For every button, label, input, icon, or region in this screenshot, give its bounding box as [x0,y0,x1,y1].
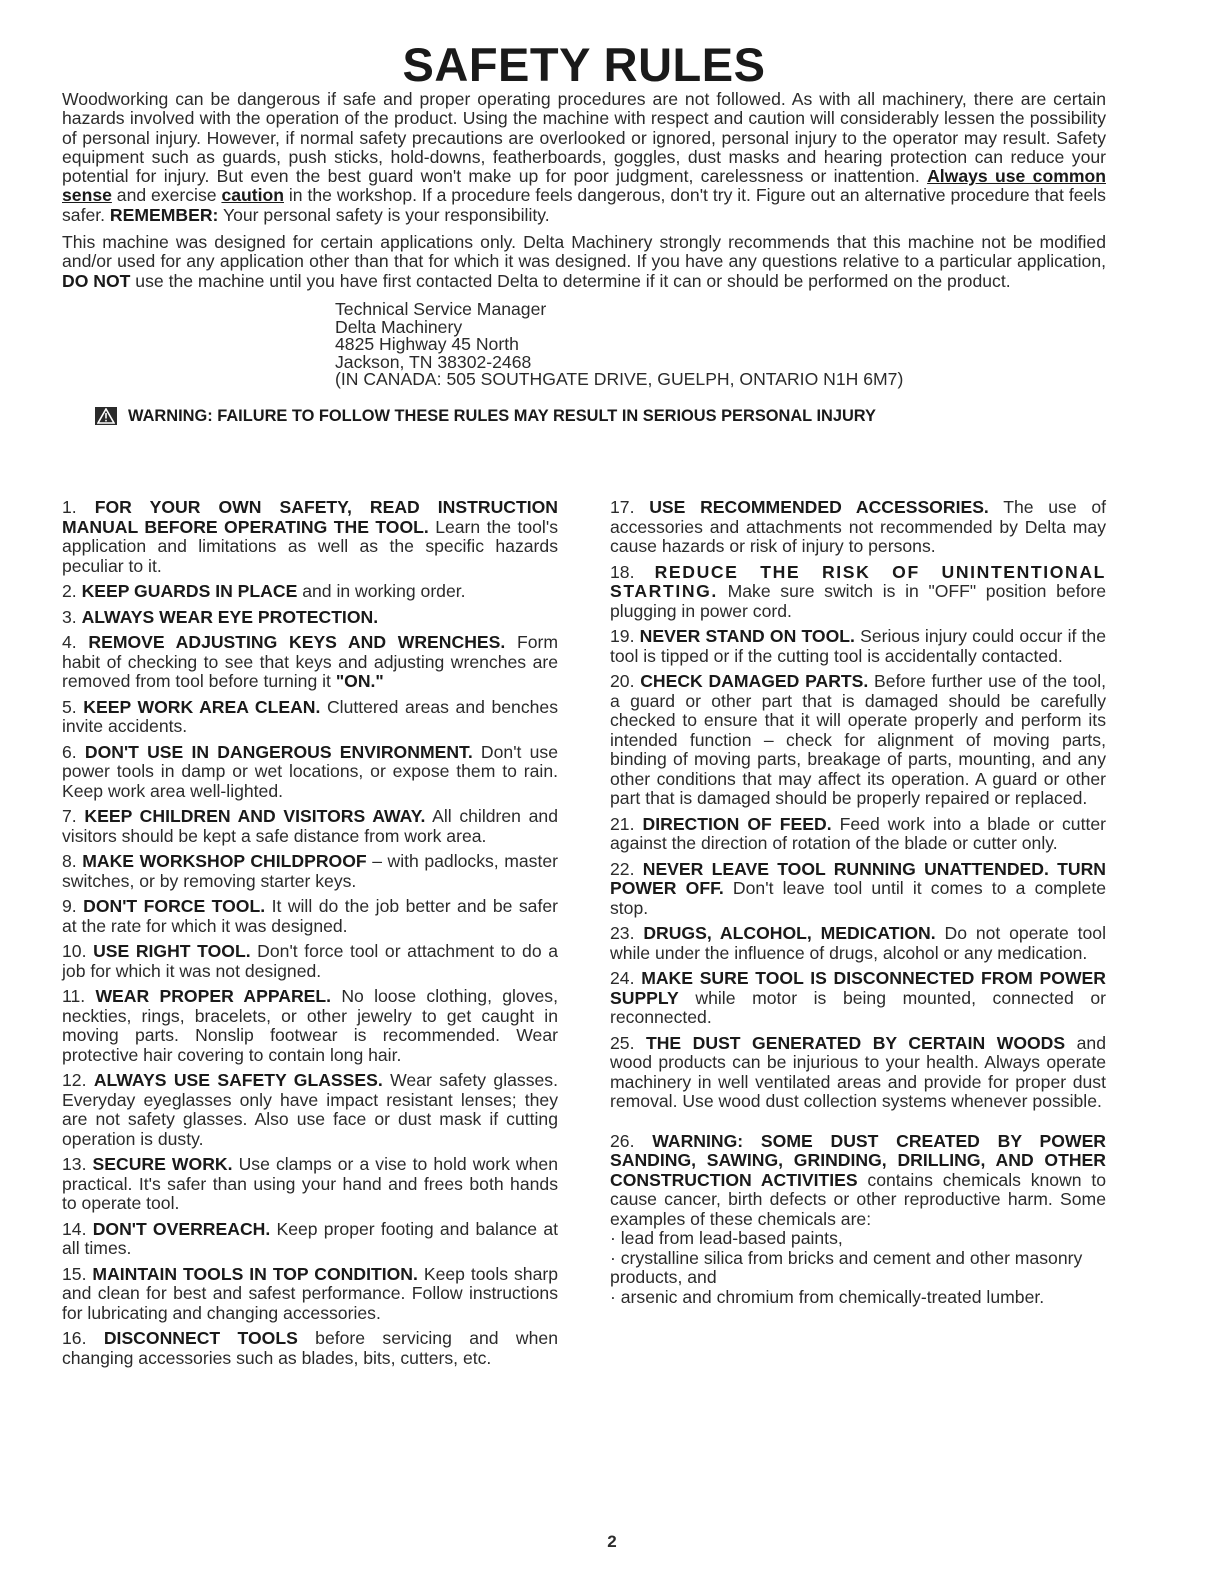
rule-number: 16. [62,1328,87,1348]
rule-text: Use clamps or a vise to hold work when practical. It's safer than using your hand and frees both hands to operate tool. [62,1154,558,1213]
rule-heading: MAINTAIN TOOLS IN TOP CONDITION. [92,1263,418,1284]
chemical-list-item: · crystalline silica from bricks and cement and other masonry products, and [610,1247,1083,1287]
intro-text: in the workshop. If a procedure feels dangerous, don't try it. Figure out an alternative procedure that feels safer. [62,185,1106,225]
caution-emphasis: caution [221,185,284,206]
rule-text: Keep tools sharp and clean for best and safest performance. Follow instructions for lubricating and changing accessories. [62,1263,558,1323]
safety-rule [62,633,558,692]
page-title: SAFETY RULES [402,38,766,91]
address-line: Technical Service Manager [335,298,547,319]
page-number: 2 [607,1532,617,1551]
rule-heading: ALWAYS USE SAFETY GLASSES. [93,1070,383,1090]
rule-heading: USE RECOMMENDED ACCESSORIES. [649,497,989,517]
rule-text: Learn the tool's application and limitations as well as the specific hazards peculiar to it. [62,516,558,576]
rule-number: 24. [610,968,635,988]
rule-heading: DIRECTION OF FEED. [642,813,832,834]
rule-text: Don't force tool or attachment to do a job for which it was not designed. [62,941,558,981]
rule-number: 10. [62,941,87,961]
safety-rule [610,924,1106,963]
rule-number: 4. [62,632,77,652]
safety-rule [62,1220,558,1259]
rule-number: 26. [610,1130,635,1151]
safety-rule [62,498,558,576]
safety-rule [610,815,1106,854]
rule-text: Wear safety glasses. Everyday eyeglasses only have impact resistant lenses; they are not safety glasses. Also use face or dust mask if cutting operation is dusty. [62,1070,558,1149]
rule-text: The use of accessories and attachments not recommended by Delta may cause hazards or risk of injury to persons. [610,497,1106,556]
safety-rule [62,987,558,1065]
page-content [62,40,1106,426]
rule-text: Serious injury could occur if the tool is tipped or if the cutting tool is accidentally contacted. [610,626,1106,666]
intro-paragraph-1 [62,90,1106,225]
chemical-list-item: · arsenic and chromium from chemically-treated lumber. [610,1286,1045,1307]
safety-rule [62,897,558,936]
safety-rule [610,1132,1106,1230]
intro-text: and exercise [111,185,222,206]
warning-text: WARNING: FAILURE TO FOLLOW THESE RULES MAY RESULT IN SERIOUS PERSONAL INJURY [128,406,876,425]
rule-number: 9. [62,896,77,916]
rule-heading: KEEP WORK AREA CLEAN. [83,696,321,717]
rule-heading: REMOVE ADJUSTING KEYS AND WRENCHES. [88,632,506,652]
rule-heading: WARNING: SOME DUST CREATED BY POWER SANDING, SAWING, GRINDING, DRILLING, AND OTHER CONSTRUCTION ACTIVITIES [610,1130,1107,1190]
safety-rule [62,807,558,846]
rule-text: Make sure switch is in "OFF" position before plugging in power cord. [610,581,1106,621]
intro-paragraph-2 [62,233,1106,291]
rule-number: 11. [62,986,86,1006]
rule-number: 25. [610,1032,635,1053]
safety-rule [62,1155,558,1214]
safety-rule [62,852,558,891]
rules-right-column [610,498,1106,1374]
rule-number: 17. [610,497,635,517]
rule-text: Form habit of checking to see that keys and adjusting wrenches are removed from tool before turning it [62,632,558,691]
chemical-list-item: · lead from lead-based paints, [610,1228,843,1248]
rule-heading: USE RIGHT TOOL. [93,941,251,961]
safety-rule [610,860,1106,919]
rule-heading: CHECK DAMAGED PARTS. [640,671,869,691]
rule-heading: SECURE WORK. [92,1154,233,1174]
address-line: Delta Machinery [335,316,463,337]
contact-address [335,298,1106,390]
address-line: 4825 Highway 45 North [335,334,519,355]
safety-rule [62,1071,558,1149]
warning-banner [95,407,1106,426]
rule-text: Feed work into a blade or cutter against the direction of rotation of the blade or cutter only. [610,813,1106,853]
rule-text: Don't use power tools in damp or wet locations, or expose them to rain. Keep work area well-lighted. [62,741,558,801]
intro-text: use the machine until you have first contacted Delta to determine if it can or should be performed on the product. [130,270,1011,291]
rule-number: 18. [610,561,635,582]
warning-triangle-icon [95,407,117,425]
safety-rule [62,743,558,802]
safety-rule [62,608,558,628]
rules-left-column [62,498,558,1374]
rule-text: and in working order. [297,581,466,601]
address-line: Jackson, TN 38302-2468 [335,351,532,372]
rule-number: 6. [62,741,77,762]
rule-heading: REDUCE THE RISK OF UNINTENTIONAL STARTING. [610,561,1107,601]
rule-number: 13. [62,1154,87,1174]
safety-rule [610,1034,1106,1112]
rule-number: 19. [610,626,635,646]
intro-text: This machine was designed for certain applications only. Delta Machinery strongly recommends that this machine not be modified and/or used for any application other than that for which it was designed. If you have any questions relative to a particular application, [62,232,1106,272]
safety-rule [62,1265,558,1324]
rule-number: 22. [610,858,635,879]
rule-text: and wood products can be injurious to your health. Always operate machinery in well ventilated areas and provide for proper dust removal. Use wood dust collection systems whenever possible. [610,1032,1106,1111]
safety-rule [610,627,1106,666]
rule-number: 14. [62,1218,87,1239]
safety-rule [62,1329,558,1368]
safety-rule [610,498,1106,557]
rule-heading: NEVER LEAVE TOOL RUNNING UNATTENDED. TURN POWER OFF. [610,858,1106,898]
rule-number: 12. [62,1070,87,1090]
rule-heading: ALWAYS WEAR EYE PROTECTION. [81,606,379,627]
rule-text: It will do the job better and be safer at the rate for which it was designed. [62,896,559,936]
rule-number: 1. [62,497,77,517]
safety-rule [62,698,558,737]
address-line: (IN CANADA: 505 SOUTHGATE DRIVE, GUELPH, ONTARIO N1H 6M7) [335,369,904,390]
common-sense-emphasis: Always use common sense [62,166,1106,206]
spacer [610,1118,1106,1132]
rule-text: while motor is being mounted, connected or reconnected. [610,987,1106,1027]
rule-heading: MAKE WORKSHOP CHILDPROOF [82,851,367,871]
safety-rule [610,672,1106,809]
do-not-label: DO NOT [62,270,131,291]
rule-number: 21. [610,813,635,834]
rule-heading: DON'T USE IN DANGEROUS ENVIRONMENT. [84,741,473,762]
rule-heading: WEAR PROPER APPAREL. [95,986,332,1006]
intro-text: Woodworking can be dangerous if safe and proper operating procedures are not followed. As with all machinery, there are certain hazards involved with the operation of the product. Using the machine with respect and caution will considerably lessen the possibility of personal injury. However, if normal safety precautions are overlooked or ignored, personal injury to the operator may result. Safety equipment such as guards, push sticks, hold-downs, featherboards, goggles, dust masks and hearing protection can reduce your potential for injury. But even the best guard won't make up for poor judgment, carelessness or inattention. [62,89,1106,187]
rule-number: 2. [62,581,77,601]
rule-number: 23. [610,923,635,943]
rule-emphasis: "ON." [335,671,384,691]
rules-columns [62,498,1106,1374]
rule-heading: DISCONNECT TOOLS [103,1328,298,1348]
rule-text: Do not operate tool while under the influence of drugs, alcohol or any medication. [610,923,1106,963]
rule-text: Cluttered areas and benches invite accidents. [62,696,558,736]
remember-label: REMEMBER: [109,204,219,225]
rule-number: 15. [62,1263,87,1284]
rule-heading: THE DUST GENERATED BY CERTAIN WOODS [645,1032,1066,1053]
safety-rule [62,942,558,981]
rule-number: 7. [62,806,77,826]
intro-text: Your personal safety is your responsibility. [218,204,550,225]
rule-heading: DON'T OVERREACH. [92,1218,271,1239]
rule-heading: MAKE SURE TOOL IS DISCONNECTED FROM POWER SUPPLY [610,968,1106,1008]
rule-heading: DON'T FORCE TOOL. [83,896,266,916]
safety-rule [610,563,1106,622]
rule-number: 5. [62,696,77,717]
rule-text: No loose clothing, gloves, neckties, rings, bracelets, or other jewelry to get caught in moving parts. Nonslip footwear is recommended. Wear protective hair covering to contain long hair. [62,986,558,1065]
rule-text: contains chemicals known to cause cancer, birth defects or other reproductive harm. Some examples of these chemicals are: [610,1169,1106,1229]
rule-heading: KEEP GUARDS IN PLACE [81,581,298,601]
rule-text: Keep proper footing and balance at all times. [62,1218,558,1258]
rule-heading: KEEP CHILDREN AND VISITORS AWAY. [84,806,426,826]
rule-number: 3. [62,606,77,627]
rule-heading: FOR YOUR OWN SAFETY, READ INSTRUCTION MANUAL BEFORE OPERATING THE TOOL. [62,497,559,537]
safety-rule [62,582,558,602]
rule-heading: DRUGS, ALCOHOL, MEDICATION. [643,923,936,943]
rule-text: All children and visitors should be kept a safe distance from work area. [62,806,559,846]
rule-heading: NEVER STAND ON TOOL. [639,626,855,646]
rule-text: – with padlocks, master switches, or by removing starter keys. [62,851,558,891]
rule-number: 8. [62,851,77,871]
rule-text: before servicing and when changing accessories such as blades, bits, cutters, etc. [62,1328,558,1368]
rule-number: 20. [610,671,635,691]
safety-rule [610,969,1106,1028]
rule-text: Don't leave tool until it comes to a complete stop. [610,878,1106,918]
rule-text: Before further use of the tool, a guard or other part that is damaged should be carefully checked to ensure that it will operate properly and perform its intended function – check for alignment of moving parts, binding of moving parts, breakage of parts, mounting, and any other conditions that may affect its operation. A guard or other part that is damaged should be properly repaired or replaced. [610,671,1106,808]
